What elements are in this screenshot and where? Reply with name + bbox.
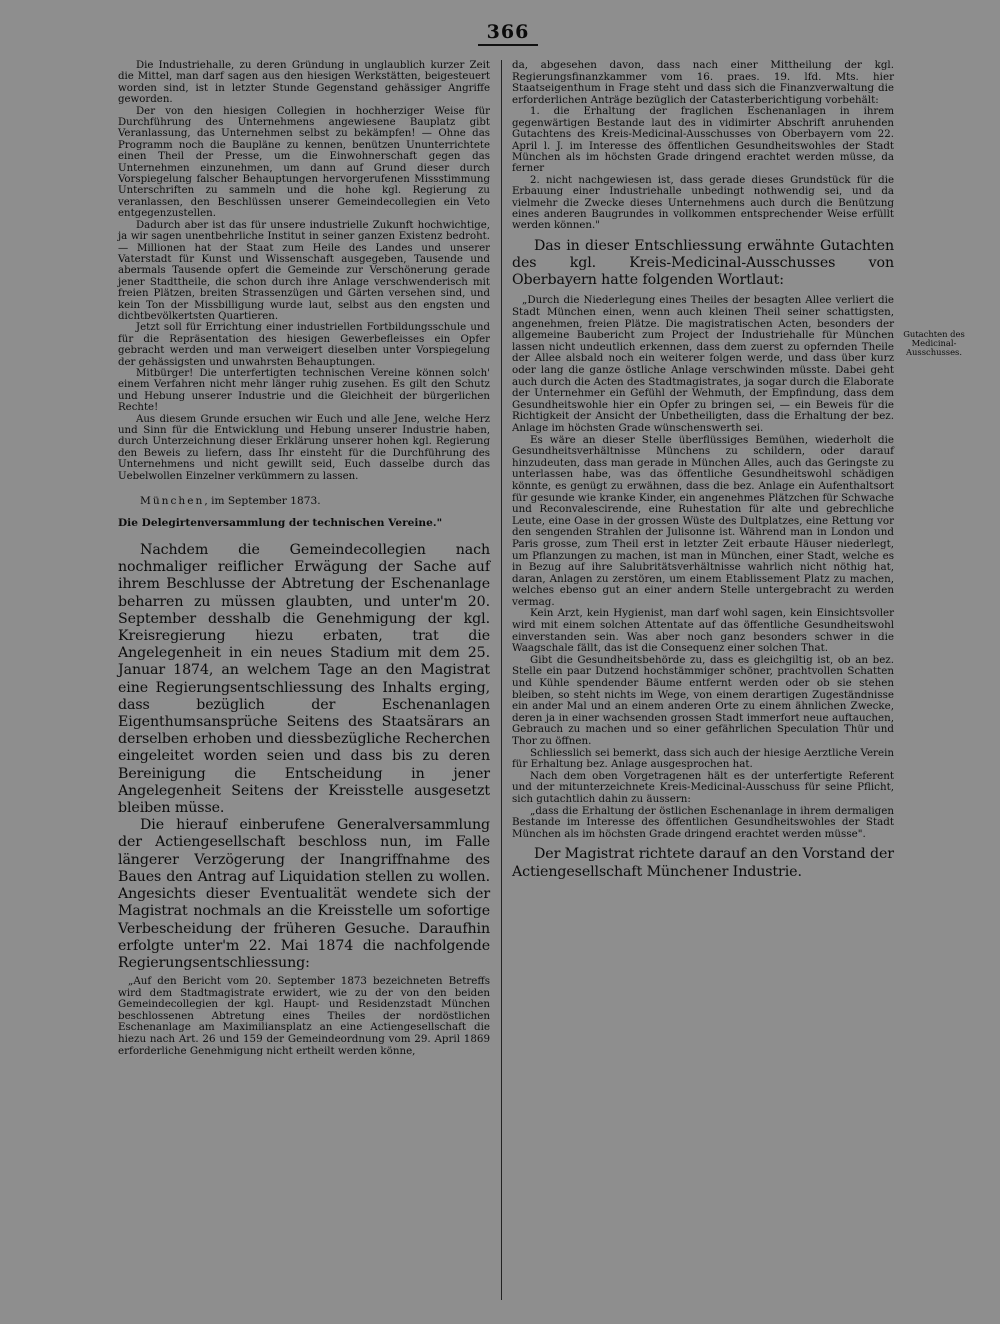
proclamation-paragraph: Jetzt soll für Errichtung einer industriellen Fortbildungsschule und für die Repräsentation des hiesigen Gewerbefleisses ein Opfer gebracht werden und man verweigert dieselben unter Vorspiegelung der gehässigsten und unwahrsten Behauptungen. (118, 322, 490, 368)
intro-paragraph: Das in dieser Entschliessung erwähnte Gutachten des kgl. Kreis-Medicinal-Ausschusses von Oberbayern hatte folgenden Wortlaut: (512, 237, 894, 289)
opinion-paragraph: Kein Arzt, kein Hygienist, man darf wohl sagen, kein Einsichtsvoller wird mit einem solchen Attentate auf das öffentliche Gesundheitswohl einverstanden sein. Was aber noch ganz besonders schwer in die Waagschale fällt, das ist die Consequenz einer solchen That. (512, 607, 894, 655)
proclamation-paragraph: Mitbürger! Die unterfertigten technischen Vereine können solch' einem Verfahren nicht mehr länger ruhig zusehen. Es gilt den Schutz und Hebung unserer Industrie und die Gleichheit der bürgerlichen Rechte! (118, 367, 490, 414)
proclamation-paragraph: Dadurch aber ist das für unsere industrielle Zukunft hochwichtige, ja wir sagen unentbehrliche Institut in seiner ganzen Existenz bedroht. — Millionen hat der Staat zum Heile des Landes und unserer Vaterstadt für Kunst und Wissenschaft ausgegeben, Tausende und abermals Tausende opfert die Gemeinde zur Verschönerung gerade jener Stadttheile, die schon durch ihre Anlage verschwenderisch mit freien Plätzen, breiten Strassenzügen und Gärten versehen sind, und kein Ton der Missbilligung wurde laut, selbst aus den engsten und dichtbevölkertsten Quartieren. (118, 219, 490, 322)
body-paragraph: Nachdem die Gemeindecollegien nach nochmaliger reiflicher Erwägung der Sache auf ihrem Beschlusse der Abtretung der Eschenanlage beharren zu müssen glaubten, und unter'm 20. September desshalb die Genehmigung der kgl. Kreisregierung hiezu erbaten, trat die Angelegenheit in ein neues Stadium mit dem 25. Januar 1874, an welchem Tage an den Magistrat eine Regierungsentschliessung des Inhalts erging, dass bezüglich der Eschenanlagen Eigenthumsansprüche Seitens des Staatsärars an derselben erhoben und diessbezügliche Recherchen eingeleitet worden seien und dass bis zu deren Bereinigung die Entscheidung in jener Angelegenheit Seitens der Kreisstelle ausgesetzt bleiben müsse. (118, 542, 490, 817)
date-line (140, 495, 490, 507)
opinion-paragraph: Schliesslich sei bemerkt, dass sich auch der hiesige Aerztliche Verein für Erhaltung bez. Anlage ausgesprochen hat. (512, 746, 894, 771)
resolution-quote: „Auf den Bericht vom 20. September 1873 bezeichneten Betreffs wird dem Stadtmagistrate erwidert, wie zu der von den beiden Gemeindecollegien der kgl. Haupt- und Residenzstadt München beschlossenen Abtretung eines Theiles der nordöstlichen Eschenanlage am Maximiliansplatz an eine Actiengesellschaft die hiezu nach Art. 26 und 159 der Gemeindeordnung vom 29. April 1869 erforderliche Genehmigung nicht ertheilt werden könne, (118, 975, 490, 1057)
right-column (512, 60, 894, 881)
proclamation-paragraph: Die Industriehalle, zu deren Gründung in unglaublich kurzer Zeit die Mittel, man darf sagen aus den hiesigen Werkstätten, beigesteuert worden sind, ist in letzter Stunde Gegenstand gehässiger Angriffe geworden. (118, 60, 490, 106)
opinion-paragraph: „Durch die Niederlegung eines Theiles der besagten Allee verliert die Stadt München einen, wenn auch kleinen Theil seiner schattigsten, angenehmen, freien Plätze. Die magistratischen Acten, besonders der allgemeine Baubericht zum Project der Industriehalle für München lassen nicht undeutlich erkennen, dass dem zuerst zu opfernden Theile der Allee alsbald noch ein weiterer folgen werde, und dass über kurz oder lang die ganze östliche Anlage verschwinden müsste. Dabei geht auch durch die Acten des Stadtmagistrates, ja sogar durch die Elaborate der Unternehmer ein Gefühl der Wehmuth, der Empfindung, dass dem Gesundheitswohle hier ein Opfer zu bringen sei, — ein Beweis für die Richtigkeit der Ansicht der Unbetheiligten, dass die Erhaltung der bez. Anlage im höchsten Grade wünschenswerth sei. (512, 294, 894, 434)
signature-line: Die Delegirtenversammlung der technischen Vereine." (118, 517, 443, 530)
date-place: München (140, 495, 205, 508)
proclamation-paragraph: Aus diesem Grunde ersuchen wir Euch und alle Jene, welche Herz und Sinn für die Entwicklung und Hebung unserer Industrie haben, durch Unterzeichnung dieser Erklärung unserer hohen kgl. Regierung den Beweis zu liefern, dass Ihr einsteht für die Durchführung des Unternehmens und nicht gewillt seid, Euch dasselbe durch das Uebelwollen Einzelner verkümmern zu lassen. (118, 413, 490, 482)
resolution-item: 2. nicht nachgewiesen ist, dass gerade dieses Grundstück für die Erbauung einer Industriehalle unbedingt nothwendig sei, und da vielmehr die Zwecke dieses Unternehmens auch durch die Benützung eines anderen Baugrundes in vollkommen entsprechender Weise erfüllt werden können." (512, 174, 894, 232)
opinion-paragraph: „dass die Erhaltung der östlichen Eschenanlage in ihrem dermaligen Bestande im Interesse des öffentlichen Gesundheitswohles der Stadt München als im höchsten Grade dringend erachtet werden müsse". (512, 804, 894, 840)
page-number: 366 (478, 20, 538, 46)
opinion-paragraph: Gibt die Gesundheitsbehörde zu, dass es gleichgiltig ist, ob an bez. Stelle ein paar Dutzend hochstämmiger schöner, prachtvollen Schatten und Kühle spendender Bäume entfernt werden oder ob sie stehen bleiben, so steht nichts im Wege, von einem derartigen Zugeständnisse ein ander Mal und an einem anderen Orte zu einem ähnlichen Zwecke, deren ja in einer wachsenden grossen Stadt immerfort neue auftauchen, Gebrauch zu machen und so einer gefährlichen Speculation Thür und Thor zu öffnen. (512, 653, 894, 748)
column-divider (501, 60, 502, 1300)
margin-note: Gutachten des Medicinal-Ausschusses. (903, 329, 965, 357)
opinion-paragraph: Nach dem oben Vorgetragenen hält es der unterfertigte Referent und der mitunterzeichnete Kreis-Medicinal-Ausschuss für seine Pflicht, sich gutachtlich dahin zu äussern: (512, 769, 894, 805)
closing-paragraph: Der Magistrat richtete darauf an den Vorstand der Actiengesellschaft Münchener Industrie. (512, 846, 894, 880)
opinion-paragraph: Es wäre an dieser Stelle überflüssiges Bemühen, wiederholt die Gesundheitsverhältnisse Münchens zu schildern, oder darauf hinzudeuten, dass man gerade in München Alles, auch das Geringste zu unterlassen habe, was das öffentliche Gesundheitswohl schädigen könnte, es genügt zu erwähnen, dass die bez. Anlage ein Aufenthaltsort für gesunde wie kranke Kinder, ein angenehmes Plätzchen für Schwache und Reconvalescirende, eine Ruhestation für alte und gebrechliche Leute, eine Oase in der grossen Wüste des Dultplatzes, eine Rettung vor den sengenden Strahlen der Julisonne ist. Während man in London und Paris grosse, zum Theil erst in letzter Zeit erbaute Häuser niederlegt, um Pflanzungen zu machen, ist man in München, einer Stadt, welche es in Bezug auf ihre Salubritätsverhältnisse wahrlich nicht nöthig hat, daran, Anlagen zu zerstören, um einem Etablissement Platz zu machen, welches ebenso gut an einer andern Stelle untergebracht zu werden vermag. (512, 433, 894, 608)
left-column (118, 60, 490, 1057)
resolution-item: 1. die Erhaltung der fraglichen Eschenanlagen in ihrem gegenwärtigen Bestande laut des in vidimirter Abschrift anruhenden Gutachtens des Kreis-Medicinal-Ausschusses von Oberbayern vom 22. April l. J. im Interesse des öffentlichen Gesundheitswohles der Stadt München als im höchsten Grade dringend erachtet werden müsse, da ferner (512, 106, 894, 175)
proclamation-paragraph: Der von den hiesigen Collegien in hochherziger Weise für Durchführung des Unternehmens angewiesene Bauplatz gibt Veranlassung, das Unternehmen selbst zu bekämpfen! — Ohne das Programm noch die Baupläne zu kennen, benützen Ununterrichtete einen Theil der Presse, um die Einwohnerschaft gegen das Unternehmen einzunehmen, um dann auf Grund dieser durch Vorspiegelung falscher Behauptungen hervorgerufenen Missstimmung Unterschriften zu sammeln und die hohe kgl. Regierung zu veranlassen, den Beschlüssen unserer Gemeindecollegien ein Veto entgegenzustellen. (118, 105, 490, 220)
date-rest: , im September 1873. (204, 495, 321, 508)
resolution-continuation: da, abgesehen davon, dass nach einer Mittheilung der kgl. Regierungsfinanzkammer vom 16. praes. 19. lfd. Mts. hier Staatseigenthum in Frage steht und dass sich die Finanzverwaltung die erforderlichen Anträge bezüglich der Catasterberichtigung vorbehält: (512, 59, 894, 106)
body-paragraph: Die hierauf einberufene Generalversammlung der Actiengesellschaft beschloss nun, im Falle längerer Verzögerung der Inangriffnahme des Baues den Antrag auf Liquidation stellen zu wollen. Angesichts dieser Eventualität wendete sich der Magistrat nochmals an die Kreisstelle um sofortige Verbescheidung der früheren Gesuche. Daraufhin erfolgte unter'm 22. Mai 1874 die nachfolgende Regierungsentschliessung: (118, 817, 490, 971)
